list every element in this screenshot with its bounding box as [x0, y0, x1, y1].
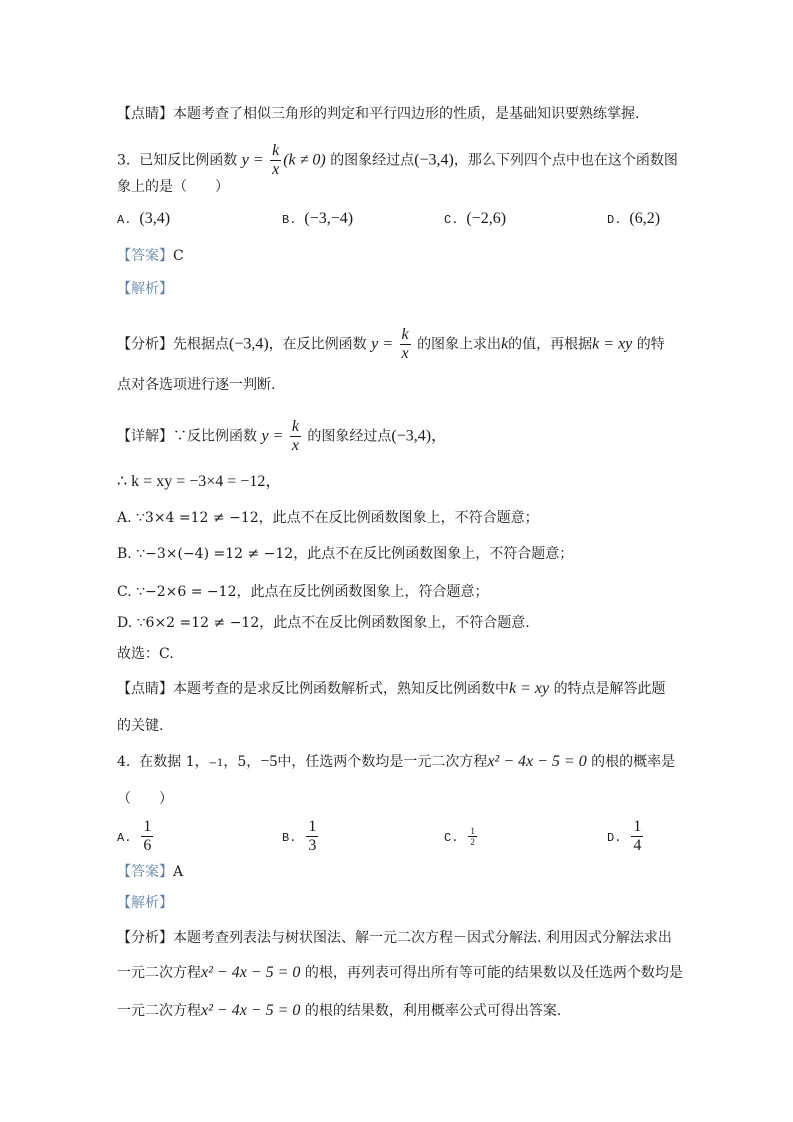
text: ，5， [223, 754, 261, 770]
option-label: D. [607, 830, 622, 845]
equation: x² − 4x − 5 = 0 [201, 964, 301, 981]
denominator: x [401, 345, 409, 362]
text: 的特 [636, 336, 665, 353]
q3-answer [117, 246, 184, 266]
fraction-k-over-x [290, 418, 301, 455]
q3-choose: 故选：C. [117, 646, 174, 662]
numerator: 1 [308, 818, 317, 835]
q3-option-b [282, 210, 353, 228]
text: 本题考查的是求反比例函数解析式，熟知反比例函数中 [173, 681, 509, 697]
q3-fenxi-cont [117, 375, 275, 395]
text: 中，任选两个数均是一元二次方程 [277, 754, 488, 770]
option-value: (−3,−4) [304, 210, 354, 227]
text: 的图象上求出 [417, 336, 502, 353]
var-k: k [501, 335, 509, 353]
option-value: (−2,6) [466, 210, 507, 227]
text: 一元二次方程 [117, 1003, 201, 1019]
review-text: 本题考查了相似三角形的判定和平行四边形的性质，是基础知识要熟练掌握. [173, 106, 640, 122]
numerator: 1 [143, 818, 152, 835]
review-label: 【点睛】 [117, 681, 173, 697]
answer-value: C [173, 248, 184, 264]
number-neg5: −5 [260, 753, 278, 770]
fraction [141, 818, 153, 855]
analysis-label: 【解析】 [117, 281, 173, 297]
fraction-k-over-x [270, 142, 281, 179]
review-label: 【点睛】 [117, 106, 173, 122]
q3-option-d [607, 210, 660, 228]
text: ，在反比例函数 [268, 336, 367, 353]
answer-paren: （ ） [117, 791, 173, 807]
denominator: 4 [633, 837, 642, 854]
formula-y: y = [371, 335, 394, 353]
q3-step-a: A. ∵3×4 =12 ≠ −12，此点不在反比例函数图象上，不符合题意； [117, 510, 539, 526]
stem-text: 的图象经过点 [330, 152, 415, 169]
numerator: 1 [470, 826, 475, 836]
text: 在数据 1， [139, 754, 209, 770]
answer-label: 【答案】 [117, 248, 173, 264]
numerator: 1 [633, 818, 642, 835]
numerator: k [401, 326, 409, 343]
q3-review [117, 679, 666, 699]
answer-label: 【答案】 [117, 864, 173, 880]
xiangjie-label: 【详解】 [117, 428, 173, 445]
question-number: 3. [117, 152, 131, 169]
text: 的值，再根据 [508, 336, 593, 353]
text: 的根，再列表可得出所有等可能的结果数以及任选两个数均是 [304, 965, 683, 981]
option-label: A. [117, 830, 132, 845]
formula-kxy: k = xy [509, 680, 550, 697]
q3-review-cont [117, 716, 163, 736]
question-3-stem-cont [117, 177, 229, 197]
option-label: A. [117, 213, 132, 227]
text: 的关键. [117, 718, 164, 734]
q3-fenxi [117, 326, 665, 363]
q4-option-b [282, 818, 320, 855]
point: (−3,4) [414, 151, 454, 169]
option-label: C. [444, 213, 459, 227]
fenxi-label: 【分析】 [117, 336, 173, 353]
condition: (k ≠ 0) [283, 151, 326, 169]
question-4-paren [117, 789, 173, 809]
text: ∵反比例函数 [173, 428, 257, 445]
text: 的根的结果数，利用概率公式可得出答案. [304, 1003, 562, 1019]
q4-option-c [444, 826, 479, 847]
option-value: (6,2) [629, 210, 661, 227]
q3-xiangjie [117, 418, 447, 455]
point: (−3,4)， [391, 427, 448, 445]
q4-option-a [117, 818, 155, 855]
denominator: x [272, 161, 280, 178]
option-label: D. [607, 213, 622, 227]
text: 的图象经过点 [307, 428, 392, 445]
denominator: 2 [470, 837, 475, 847]
option-value: (3,4) [139, 210, 171, 227]
q3-step-b: B. ∵−3×(−4) =12 ≠ −12，此点不在反比例函数图象上，不符合题意； [117, 546, 574, 562]
number-neg1: −1 [208, 758, 224, 769]
equation: x² − 4x − 5 = 0 [487, 753, 587, 770]
q4-fenxi-line2 [117, 963, 683, 983]
question-3-stem [117, 142, 678, 179]
fenxi-label: 【分析】 [117, 930, 173, 946]
q4-analysis-heading [117, 893, 173, 913]
stem-text: 象上的是（ ） [117, 179, 229, 195]
option-label: C. [444, 830, 459, 845]
point: (−3,4) [229, 335, 269, 353]
text: 先根据点 [173, 336, 229, 353]
answer-value: A [173, 864, 184, 880]
review-previous [117, 104, 639, 124]
denominator: x [291, 437, 299, 454]
formula-y: y = [241, 151, 264, 169]
q3-analysis-heading [117, 279, 173, 299]
denominator: 6 [143, 837, 152, 854]
fraction [306, 818, 318, 855]
denominator: 3 [308, 837, 317, 854]
numerator: k [272, 142, 280, 159]
q3-step-k: ∴ k = xy = −3×4 = −12， [117, 473, 282, 490]
text: 本题考查列表法与树状图法、解一元二次方程－因式分解法. 利用因式分解法求出 [173, 930, 672, 946]
option-label: B. [282, 830, 297, 845]
formula-y: y = [261, 427, 284, 445]
text: 一元二次方程 [117, 965, 201, 981]
option-label: B. [282, 213, 297, 227]
q3-option-c [444, 210, 506, 228]
formula-kxy: k = xy [592, 335, 633, 353]
stem-text: ，那么下列四个点中也在这个函数图 [453, 152, 678, 169]
numerator: k [291, 418, 299, 435]
text: 的特点是解答此题 [553, 681, 666, 697]
q4-fenxi-line3 [117, 1001, 561, 1021]
q4-answer [117, 862, 183, 882]
question-number: 4. [117, 754, 131, 770]
q4-fenxi [117, 928, 672, 948]
fraction [468, 826, 477, 847]
question-4-stem [117, 752, 675, 774]
text: 点对各选项进行逐一判断. [117, 377, 276, 393]
fraction-k-over-x [400, 326, 411, 363]
q4-option-d [607, 818, 645, 855]
analysis-label: 【解析】 [117, 895, 173, 911]
q3-option-a [117, 210, 170, 228]
equation: x² − 4x − 5 = 0 [201, 1002, 301, 1019]
text: 的根的概率是 [591, 754, 676, 770]
stem-text: 已知反比例函数 [139, 152, 238, 169]
fraction [631, 818, 643, 855]
q3-step-c: C. ∵−2×6 = −12，此点在反比例函数图象上，符合题意； [117, 584, 489, 600]
q3-step-d: D. ∵6×2 =12 ≠ −12，此点不在反比例函数图象上，不符合题意. [117, 615, 530, 631]
